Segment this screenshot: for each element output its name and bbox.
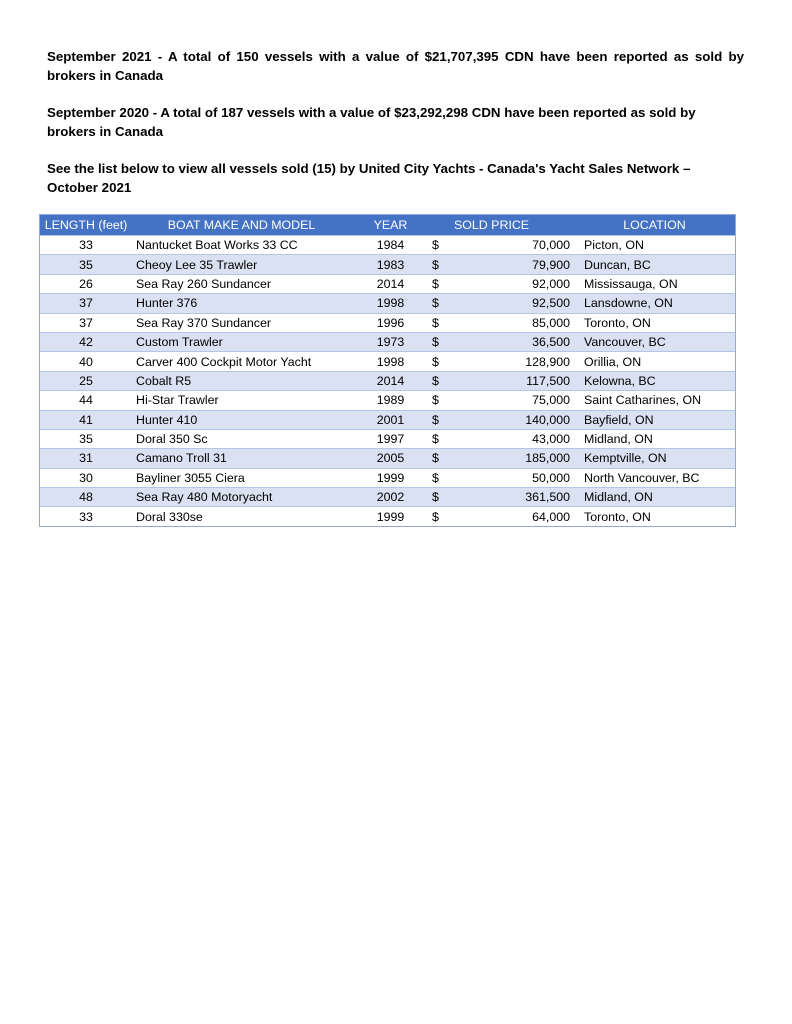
cell-currency: $ xyxy=(430,274,457,293)
cell-year: 1984 xyxy=(351,236,430,255)
header-length: LENGTH (feet) xyxy=(40,215,132,236)
cell-location: Kelowna, BC xyxy=(574,371,735,390)
cell-length: 33 xyxy=(40,507,132,526)
cell-year: 2001 xyxy=(351,410,430,429)
cell-location: Midland, ON xyxy=(574,488,735,507)
cell-price: 36,500 xyxy=(457,332,574,351)
header-price: SOLD PRICE xyxy=(430,215,574,236)
cell-length: 44 xyxy=(40,391,132,410)
cell-currency: $ xyxy=(430,313,457,332)
cell-year: 1997 xyxy=(351,429,430,448)
cell-year: 1983 xyxy=(351,255,430,274)
cell-model: Hunter 410 xyxy=(132,410,351,429)
header-model: BOAT MAKE AND MODEL xyxy=(132,215,351,236)
cell-model: Sea Ray 480 Motoryacht xyxy=(132,488,351,507)
cell-location: Toronto, ON xyxy=(574,313,735,332)
cell-model: Doral 330se xyxy=(132,507,351,526)
cell-currency: $ xyxy=(430,391,457,410)
cell-price: 140,000 xyxy=(457,410,574,429)
cell-year: 2002 xyxy=(351,488,430,507)
table-row xyxy=(40,468,735,487)
cell-price: 185,000 xyxy=(457,449,574,468)
vessels-sold-table xyxy=(39,214,736,527)
cell-price: 128,900 xyxy=(457,352,574,371)
cell-year: 1999 xyxy=(351,507,430,526)
table-header-row xyxy=(40,215,735,236)
cell-price: 79,900 xyxy=(457,255,574,274)
cell-model: Cobalt R5 xyxy=(132,371,351,390)
cell-price: 85,000 xyxy=(457,313,574,332)
cell-currency: $ xyxy=(430,488,457,507)
cell-currency: $ xyxy=(430,352,457,371)
cell-price: 117,500 xyxy=(457,371,574,390)
header-year: YEAR xyxy=(351,215,430,236)
table-row xyxy=(40,332,735,351)
cell-year: 1996 xyxy=(351,313,430,332)
cell-location: Toronto, ON xyxy=(574,507,735,526)
cell-length: 37 xyxy=(40,313,132,332)
cell-price: 70,000 xyxy=(457,236,574,255)
cell-model: Carver 400 Cockpit Motor Yacht xyxy=(132,352,351,371)
cell-location: Saint Catharines, ON xyxy=(574,391,735,410)
cell-year: 2014 xyxy=(351,371,430,390)
sales-summary-2021: September 2021 - A total of 150 vessels with a value of $21,707,395 CDN have been reported as sold by brokers in Canada xyxy=(47,49,744,83)
cell-location: Picton, ON xyxy=(574,236,735,255)
cell-year: 1989 xyxy=(351,391,430,410)
cell-currency: $ xyxy=(430,468,457,487)
cell-model: Sea Ray 260 Sundancer xyxy=(132,274,351,293)
cell-year: 1973 xyxy=(351,332,430,351)
cell-model: Custom Trawler xyxy=(132,332,351,351)
table-row xyxy=(40,274,735,293)
cell-price: 92,500 xyxy=(457,294,574,313)
table-row xyxy=(40,449,735,468)
cell-location: Orillia, ON xyxy=(574,352,735,371)
cell-length: 25 xyxy=(40,371,132,390)
cell-length: 30 xyxy=(40,468,132,487)
cell-model: Camano Troll 31 xyxy=(132,449,351,468)
table-row xyxy=(40,429,735,448)
cell-length: 33 xyxy=(40,236,132,255)
table-row xyxy=(40,255,735,274)
table-row xyxy=(40,313,735,332)
cell-model: Hi-Star Trawler xyxy=(132,391,351,410)
table-row xyxy=(40,352,735,371)
cell-length: 35 xyxy=(40,255,132,274)
cell-length: 41 xyxy=(40,410,132,429)
vessels-table xyxy=(40,215,735,526)
cell-currency: $ xyxy=(430,449,457,468)
cell-length: 26 xyxy=(40,274,132,293)
cell-price: 92,000 xyxy=(457,274,574,293)
cell-location: Duncan, BC xyxy=(574,255,735,274)
cell-location: Vancouver, BC xyxy=(574,332,735,351)
cell-year: 1998 xyxy=(351,352,430,371)
cell-currency: $ xyxy=(430,255,457,274)
cell-model: Hunter 376 xyxy=(132,294,351,313)
cell-year: 2005 xyxy=(351,449,430,468)
cell-location: Mississauga, ON xyxy=(574,274,735,293)
vessel-list-intro: See the list below to view all vessels sold (15) by United City Yachts - Canada's Yacht Sales Network – October 2021 xyxy=(47,161,691,195)
cell-year: 2014 xyxy=(351,274,430,293)
cell-location: Midland, ON xyxy=(574,429,735,448)
cell-location: Kemptville, ON xyxy=(574,449,735,468)
cell-currency: $ xyxy=(430,507,457,526)
cell-model: Cheoy Lee 35 Trawler xyxy=(132,255,351,274)
cell-length: 48 xyxy=(40,488,132,507)
cell-model: Doral 350 Sc xyxy=(132,429,351,448)
cell-currency: $ xyxy=(430,429,457,448)
cell-currency: $ xyxy=(430,410,457,429)
cell-location: Lansdowne, ON xyxy=(574,294,735,313)
cell-location: Bayfield, ON xyxy=(574,410,735,429)
cell-location: North Vancouver, BC xyxy=(574,468,735,487)
cell-currency: $ xyxy=(430,236,457,255)
table-row xyxy=(40,391,735,410)
cell-price: 50,000 xyxy=(457,468,574,487)
table-row xyxy=(40,507,735,526)
cell-price: 361,500 xyxy=(457,488,574,507)
cell-model: Bayliner 3055 Ciera xyxy=(132,468,351,487)
cell-length: 37 xyxy=(40,294,132,313)
cell-currency: $ xyxy=(430,294,457,313)
cell-price: 64,000 xyxy=(457,507,574,526)
sales-summary-2020: September 2020 - A total of 187 vessels with a value of $23,292,298 CDN have been reported as sold by brokers in Canada xyxy=(47,105,696,139)
cell-year: 1999 xyxy=(351,468,430,487)
cell-price: 75,000 xyxy=(457,391,574,410)
cell-length: 31 xyxy=(40,449,132,468)
table-row xyxy=(40,294,735,313)
table-row xyxy=(40,488,735,507)
cell-currency: $ xyxy=(430,332,457,351)
cell-price: 43,000 xyxy=(457,429,574,448)
cell-length: 42 xyxy=(40,332,132,351)
cell-model: Nantucket Boat Works 33 CC xyxy=(132,236,351,255)
cell-length: 40 xyxy=(40,352,132,371)
table-row xyxy=(40,371,735,390)
cell-model: Sea Ray 370 Sundancer xyxy=(132,313,351,332)
table-body xyxy=(40,236,735,526)
table-row xyxy=(40,236,735,255)
cell-year: 1998 xyxy=(351,294,430,313)
header-location: LOCATION xyxy=(574,215,735,236)
cell-length: 35 xyxy=(40,429,132,448)
cell-currency: $ xyxy=(430,371,457,390)
table-row xyxy=(40,410,735,429)
